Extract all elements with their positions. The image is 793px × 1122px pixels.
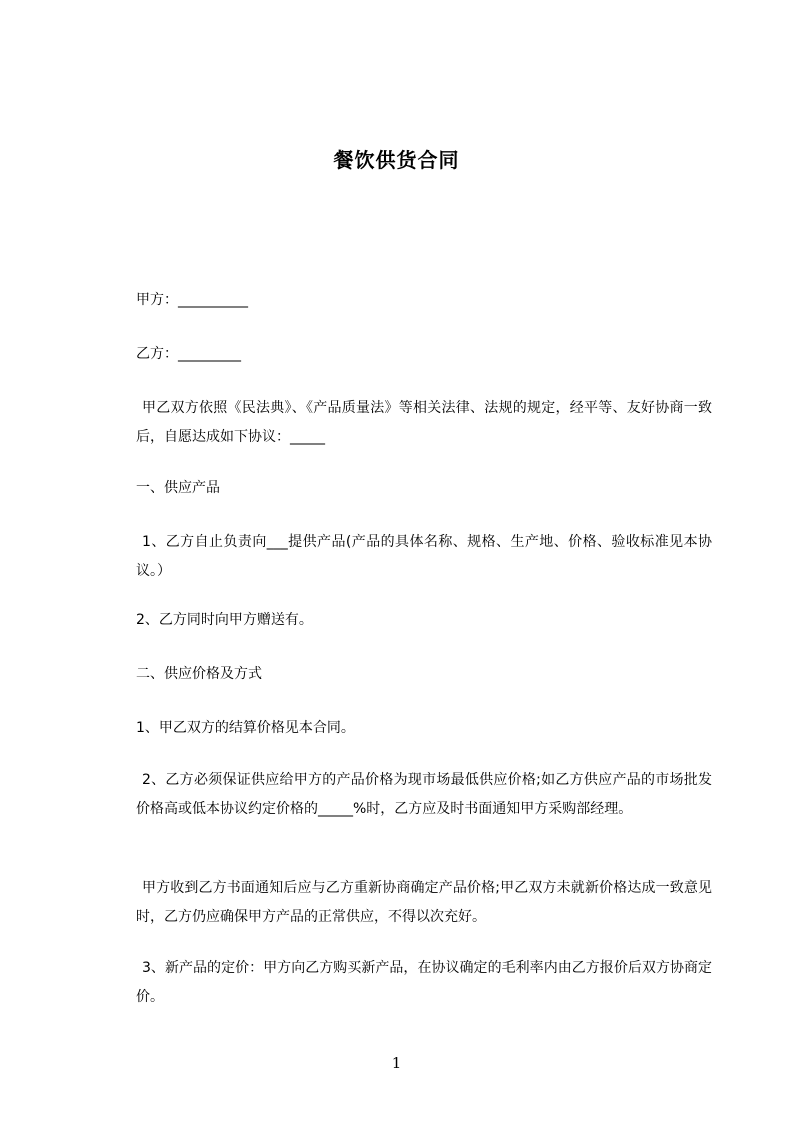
party-a-line: 甲方：__________ bbox=[136, 292, 248, 308]
section-2-item-3: 3、新产品的定价：甲方向乙方购买新产品，在协议确定的毛利率内由乙方报价后双方协商定价。 bbox=[136, 960, 712, 1005]
section-1-heading: 一、供应产品 bbox=[136, 480, 220, 496]
section-2-item-2: 2、乙方必须保证供应给甲方的产品价格为现市场最低供应价格;如乙方供应产品的市场批发价格高或低本协议约定价格的_____%时，乙方应及时书面通知甲方采购部经理。 bbox=[136, 772, 712, 817]
section-2-item-1: 1、甲乙双方的结算价格见本合同。 bbox=[136, 720, 355, 736]
section-2-heading: 二、供应价格及方式 bbox=[136, 666, 262, 682]
document-title: 餐饮供货合同 bbox=[333, 148, 460, 172]
intro-paragraph: 甲乙双方依照《民法典》、《产品质量法》等相关法律、法规的规定，经平等、友好协商一致后，自愿达成如下协议：_____ bbox=[136, 400, 712, 445]
section-1-item-1: 1、乙方自止负责向___提供产品(产品的具体名称、规格、生产地、价格、验收标准见本协议。） bbox=[136, 534, 712, 579]
page-number: 1 bbox=[391, 1054, 402, 1072]
party-b-line: 乙方：_________ bbox=[136, 346, 241, 362]
section-1-item-2: 2、乙方同时向甲方赠送有。 bbox=[136, 612, 313, 628]
section-2-item-2-followup: 甲方收到乙方书面通知后应与乙方重新协商确定产品价格;甲乙双方未就新价格达成一致意见时，乙方仍应确保甲方产品的正常供应，不得以次充好。 bbox=[136, 880, 712, 925]
